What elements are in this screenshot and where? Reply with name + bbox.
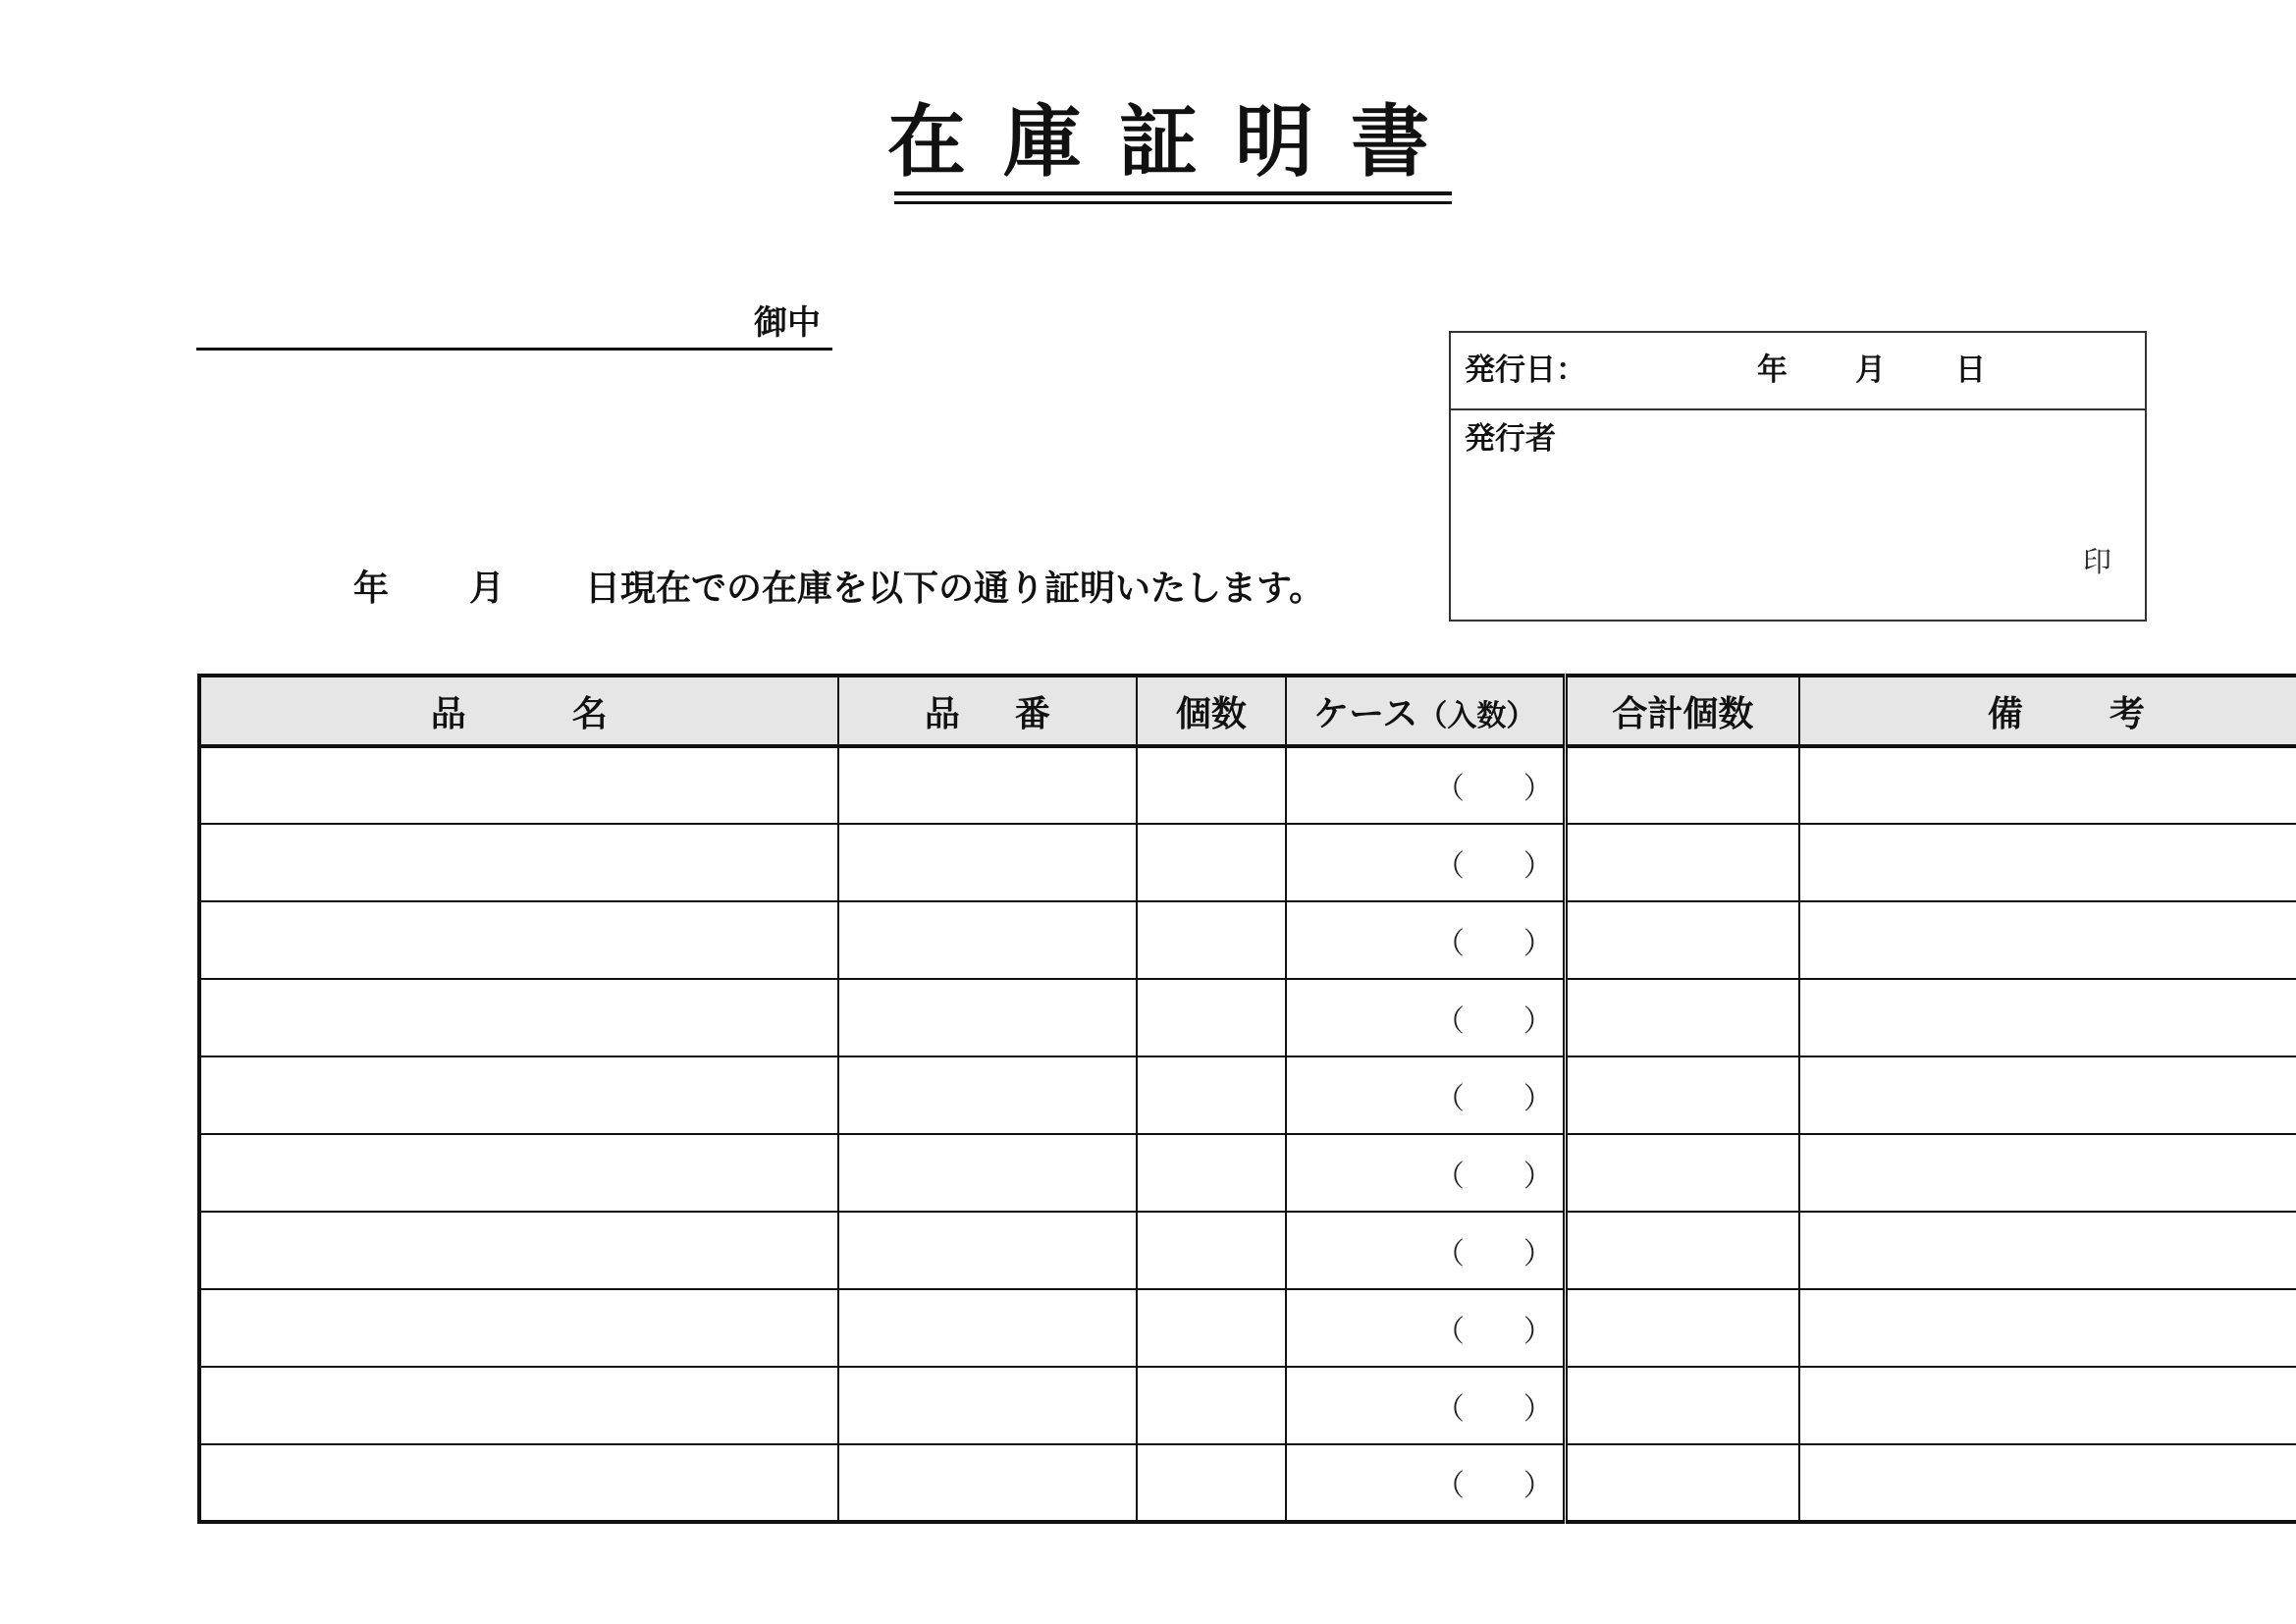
cell-case[interactable]: （ ）	[1286, 1056, 1566, 1134]
cell-item-number[interactable]	[838, 746, 1137, 824]
cell-remarks[interactable]	[1799, 824, 2296, 901]
table-header-row	[199, 676, 2296, 746]
header-total: 合計個数	[1565, 676, 1798, 746]
stock-table	[197, 674, 2296, 1524]
statement-year-label: 年	[353, 568, 390, 609]
issue-day-label: 日	[1955, 352, 1986, 388]
issue-info-box	[1449, 331, 2147, 622]
cell-item-name[interactable]	[199, 1134, 838, 1212]
cell-remarks[interactable]	[1799, 1212, 2296, 1289]
cell-case[interactable]: （ ）	[1286, 1367, 1566, 1444]
issue-box-divider	[1451, 408, 2145, 410]
cell-remarks[interactable]	[1799, 979, 2296, 1056]
cell-total[interactable]	[1565, 1289, 1798, 1367]
cell-quantity[interactable]	[1137, 1212, 1286, 1289]
table-body	[199, 746, 2296, 1522]
cell-item-number[interactable]	[838, 1212, 1137, 1289]
table-row	[199, 746, 2296, 824]
cell-item-name[interactable]	[199, 901, 838, 979]
addressee-suffix: 御中	[754, 303, 821, 343]
cell-total[interactable]	[1565, 1212, 1798, 1289]
cell-remarks[interactable]	[1799, 1056, 2296, 1134]
document-title: 在庫証明書	[887, 96, 1467, 188]
cell-remarks[interactable]	[1799, 1289, 2296, 1367]
cell-item-number[interactable]	[838, 1056, 1137, 1134]
header-case-sub: （入数）	[1417, 698, 1536, 733]
cell-quantity[interactable]	[1137, 979, 1286, 1056]
cell-remarks[interactable]	[1799, 1367, 2296, 1444]
cell-total[interactable]	[1565, 901, 1798, 979]
cell-item-number[interactable]	[838, 1367, 1137, 1444]
header-case-label: ケース	[1313, 693, 1418, 734]
issue-month-label: 月	[1855, 352, 1886, 388]
header-item-number: 品番	[838, 676, 1137, 746]
cell-case[interactable]: （ ）	[1286, 1444, 1566, 1522]
cell-item-name[interactable]	[199, 979, 838, 1056]
cell-total[interactable]	[1565, 1134, 1798, 1212]
cell-total[interactable]	[1565, 979, 1798, 1056]
title-underline-bottom	[894, 201, 1452, 204]
title-underline-top	[894, 191, 1452, 195]
cell-quantity[interactable]	[1137, 824, 1286, 901]
seal-mark: 印	[2083, 545, 2112, 578]
cell-quantity[interactable]	[1137, 901, 1286, 979]
table-row	[199, 1289, 2296, 1367]
cell-total[interactable]	[1565, 1367, 1798, 1444]
cell-remarks[interactable]	[1799, 1444, 2296, 1522]
cell-remarks[interactable]	[1799, 746, 2296, 824]
cell-total[interactable]	[1565, 746, 1798, 824]
table-row	[199, 1444, 2296, 1522]
addressee-field[interactable]	[196, 348, 832, 351]
table-row	[199, 824, 2296, 901]
header-case	[1286, 676, 1566, 746]
cell-total[interactable]	[1565, 824, 1798, 901]
header-item-name: 品名	[199, 676, 838, 746]
header-quantity: 個数	[1137, 676, 1286, 746]
table-row	[199, 979, 2296, 1056]
cell-quantity[interactable]	[1137, 1367, 1286, 1444]
table-row	[199, 1367, 2296, 1444]
cell-total[interactable]	[1565, 1444, 1798, 1522]
cell-quantity[interactable]	[1137, 1289, 1286, 1367]
cell-item-name[interactable]	[199, 1444, 838, 1522]
cell-item-number[interactable]	[838, 1134, 1137, 1212]
table-row	[199, 901, 2296, 979]
cell-item-name[interactable]	[199, 1212, 838, 1289]
cell-case[interactable]: （ ）	[1286, 824, 1566, 901]
cell-case[interactable]: （ ）	[1286, 746, 1566, 824]
cell-quantity[interactable]	[1137, 1056, 1286, 1134]
cell-item-name[interactable]	[199, 1367, 838, 1444]
statement-text: 日現在での在庫を以下の通り証明いたします。	[585, 568, 1325, 609]
cell-total[interactable]	[1565, 1056, 1798, 1134]
table-row	[199, 1134, 2296, 1212]
cell-case[interactable]: （ ）	[1286, 1289, 1566, 1367]
cell-case[interactable]: （ ）	[1286, 979, 1566, 1056]
cell-quantity[interactable]	[1137, 1444, 1286, 1522]
cell-quantity[interactable]	[1137, 1134, 1286, 1212]
cell-case[interactable]: （ ）	[1286, 1212, 1566, 1289]
cell-item-number[interactable]	[838, 824, 1137, 901]
cell-item-name[interactable]	[199, 746, 838, 824]
issue-date-label: 発行日：	[1465, 352, 1586, 388]
cell-item-number[interactable]	[838, 979, 1137, 1056]
issue-year-label: 年	[1757, 352, 1788, 388]
cell-item-number[interactable]	[838, 901, 1137, 979]
header-remarks: 備考	[1799, 676, 2296, 746]
cell-case[interactable]: （ ）	[1286, 901, 1566, 979]
table-row	[199, 1212, 2296, 1289]
issuer-label: 発行者	[1465, 421, 1556, 457]
cell-item-number[interactable]	[838, 1289, 1137, 1367]
cell-item-name[interactable]	[199, 824, 838, 901]
cell-item-name[interactable]	[199, 1056, 838, 1134]
cell-quantity[interactable]	[1137, 746, 1286, 824]
cell-remarks[interactable]	[1799, 1134, 2296, 1212]
table-row	[199, 1056, 2296, 1134]
cell-item-number[interactable]	[838, 1444, 1137, 1522]
cell-remarks[interactable]	[1799, 901, 2296, 979]
cell-case[interactable]: （ ）	[1286, 1134, 1566, 1212]
statement-month-label: 月	[469, 568, 506, 609]
cell-item-name[interactable]	[199, 1289, 838, 1367]
